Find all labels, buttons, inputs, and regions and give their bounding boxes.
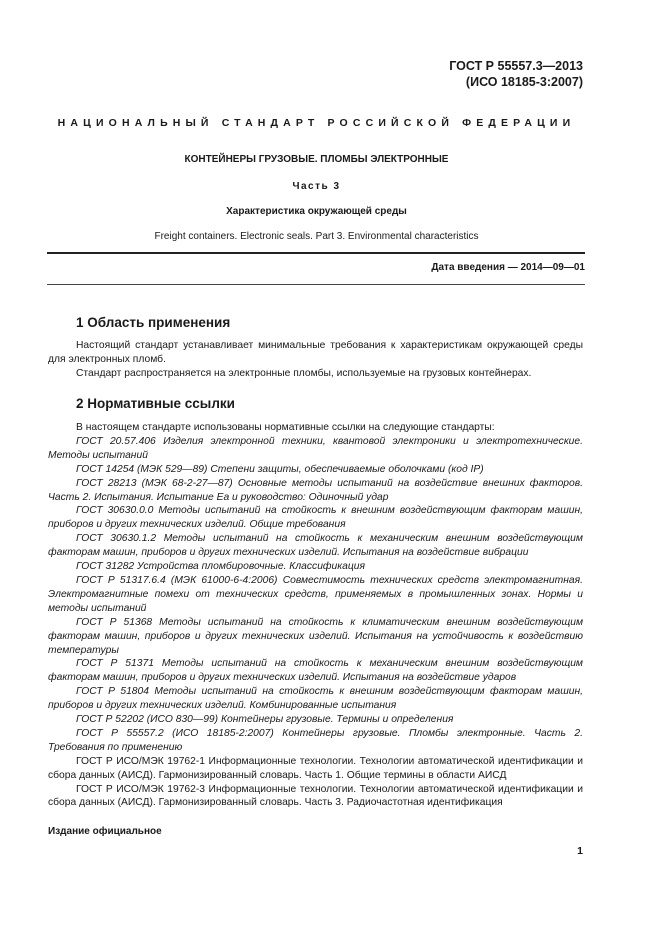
reference-item — [48, 657, 583, 685]
document-code-block — [449, 58, 583, 90]
title-divider — [47, 252, 585, 254]
reference-code: ГОСТ Р 52202 (ИСО 830—99) — [76, 714, 219, 726]
section-heading-scope: 1 Область применения — [76, 315, 231, 330]
reference-title: Контейнеры грузовые. Термины и определения — [220, 714, 454, 726]
reference-code: ГОСТ 20.57.406 — [76, 435, 156, 447]
reference-title: Методы испытаний на стойкость к механическим внешним воздействующим факторам машин, приборов и других технических изделий. Испытания на воздействие вибрации — [48, 533, 583, 559]
reference-title: Основные методы испытаний на воздействие внешних факторов. Часть 2. Испытания. Испытание Еа и руководство: Одиночный удар — [48, 477, 583, 503]
references-list — [48, 435, 583, 810]
reference-code: ГОСТ 30630.0.0 — [76, 505, 154, 517]
date-divider — [47, 284, 585, 285]
official-edition-label: Издание официальное — [48, 826, 162, 837]
reference-item — [48, 616, 583, 658]
reference-item — [48, 560, 583, 574]
reference-item — [48, 435, 583, 463]
section-heading-normative-references: 2 Нормативные ссылки — [76, 396, 235, 411]
reference-code: ГОСТ Р 51371 — [76, 658, 154, 670]
reference-code: ГОСТ Р 51317.6.4 (МЭК 61000-6-4:2006) — [76, 574, 278, 586]
references-intro: В настоящем стандарте использованы нормативные ссылки на следующие стандарты: — [76, 422, 495, 433]
introduction-date: Дата введения — 2014—09—01 — [431, 262, 585, 273]
reference-title: Совместимость технических средств электромагнитная. Электромагнитные помехи от технических средств, применяемых в промышленных зонах. Нормы и методы испытаний — [48, 574, 583, 614]
scope-section-body — [48, 339, 583, 381]
reference-code: ГОСТ 14254 (МЭК 529—89) — [76, 463, 208, 475]
references-section-body — [48, 421, 583, 810]
reference-code: ГОСТ Р 51368 — [76, 616, 153, 628]
reference-title: Устройства пломбировочные. Классификация — [137, 561, 365, 573]
reference-item — [48, 504, 583, 532]
reference-title: Методы испытаний на стойкость к климатическим внешним воздействующим факторам машин, приборов и других технических изделий. Испытания на устойчивость к воздействию температуры — [48, 616, 584, 656]
reference-title: Степени защиты, обеспечиваемые оболочками (код IP) — [210, 463, 484, 475]
reference-code: ГОСТ 28213 (МЭК 68-2-27—87) — [76, 477, 233, 489]
reference-item — [48, 463, 583, 477]
english-title: Freight containers. Electronic seals. Part 3. Environmental characteristics — [154, 231, 479, 242]
reference-item — [48, 477, 583, 505]
page-number: 1 — [577, 845, 583, 857]
reference-code: ГОСТ Р 51804 — [76, 686, 149, 698]
reference-code: ГОСТ 30630.1.2 — [76, 533, 157, 545]
reference-title: Контейнеры грузовые. Пломбы электронные. Часть 2. Требования по применению — [48, 727, 583, 753]
reference-title: Изделия электронной техники, квантовой электроники и электротехнические. Методы испытаний — [48, 435, 583, 461]
reference-item — [48, 713, 583, 727]
reference-title: Методы испытаний на стойкость к внешним воздействующим факторам машин, приборов и других технических изделий. Комбинированные испытания — [48, 686, 584, 712]
scope-paragraph: Стандарт распространяется на электронные пломбы, используемые на грузовых контейнерах. — [76, 367, 532, 379]
standard-number: ГОСТ Р 55557.3—2013 — [449, 59, 583, 73]
reference-item — [48, 532, 583, 560]
reference-code: ГОСТ 31282 — [76, 561, 135, 573]
scope-paragraph: Настоящий стандарт устанавливает минимальные требования к характеристикам окружающей среды для электронных пломб. — [48, 340, 583, 365]
reference-item — [48, 685, 583, 713]
reference-title: Методы испытаний на стойкость к механическим внешним воздействующим факторам машин, приборов и других технических изделий. Испытания на воздействие ударов — [48, 658, 583, 684]
document-title: КОНТЕЙНЕРЫ ГРУЗОВЫЕ. ПЛОМБЫ ЭЛЕКТРОННЫЕ — [184, 154, 449, 165]
document-subtitle: Характеристика окружающей среды — [226, 206, 407, 217]
reference-item: ГОСТ Р ИСО/МЭК 19762-1 Информационные технологии. Технологии автоматической идентификации и сбора данных (АИСД). Гармонизированный словарь. Часть 1. Общие термины в области АИСД — [48, 755, 583, 781]
part-label: Часть 3 — [292, 181, 341, 192]
reference-title: Методы испытаний на стойкость к внешним воздействующим факторам машин, приборов и других технических изделий. Общие требования — [48, 505, 583, 531]
iso-reference: (ИСО 18185-3:2007) — [465, 75, 583, 89]
reference-item: ГОСТ Р ИСО/МЭК 19762-3 Информационные технологии. Технологии автоматической идентификации и сбора данных (АИСД). Гармонизированный словарь. Часть 3. Радиочастотная идентификация — [48, 783, 583, 809]
reference-item — [48, 574, 583, 616]
national-standard-title: НАЦИОНАЛЬНЫЙ СТАНДАРТ РОССИЙСКОЙ ФЕДЕРАЦИИ — [57, 117, 576, 129]
reference-item — [48, 727, 583, 755]
reference-code: ГОСТ Р 55557.2 (ИСО 18185-2:2007) — [76, 727, 274, 739]
